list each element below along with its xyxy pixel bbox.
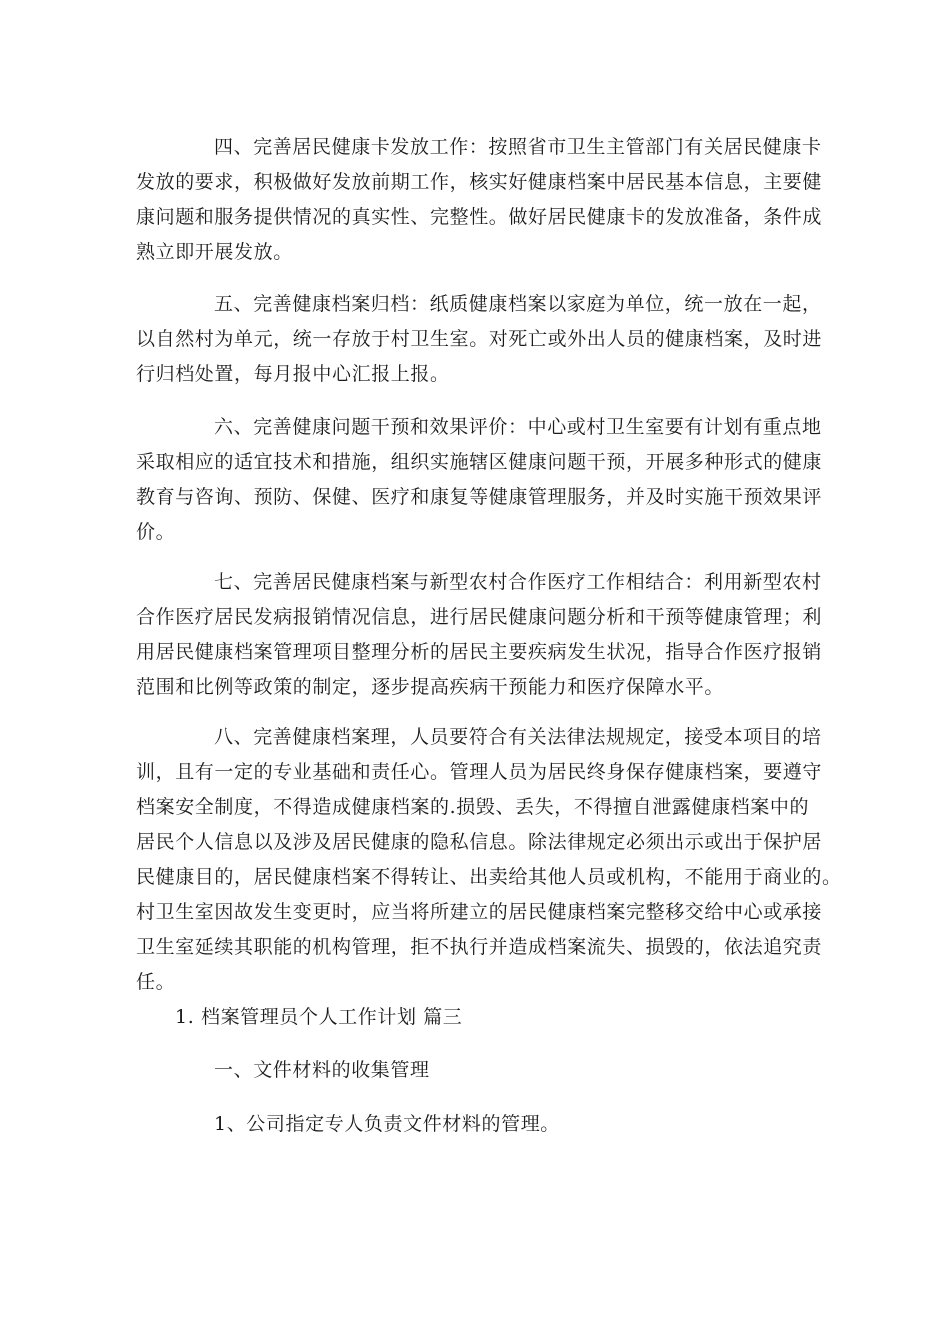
text-line: 训，且有一定的专业基础和责任心。管理人员为居民终身保存健康档案，要遵守 — [136, 761, 823, 783]
text-line: 七、完善居民健康档案与新型农村合作医疗工作相结合：利用新型农村 — [214, 571, 822, 593]
text-line: 居民个人信息以及涉及居民健康的隐私信息。除法律规定必须出示或出于保护居 — [136, 831, 823, 853]
text-line: 四、完善居民健康卡发放工作：按照省市卫生主管部门有关居民健康卡 — [214, 136, 822, 158]
text-line: 合作医疗居民发病报销情况信息，进行居民健康问题分析和干预等健康管理；利 — [136, 606, 823, 628]
text-line: 教育与咨询、预防、保健、医疗和康复等健康管理服务，并及时实施干预效果评 — [136, 486, 823, 508]
paragraph-archiving — [136, 287, 823, 392]
text-line: 价。 — [136, 521, 176, 543]
text-line: 卫生室延续其职能的机构管理，拒不执行并造成档案流失、损毁的，依法追究责 — [136, 936, 823, 958]
paragraph-rural-cooperative — [136, 565, 823, 705]
text-line: 六、完善健康问题干预和效果评价：中心或村卫生室要有计划有重点地 — [214, 416, 822, 438]
text-line: 以自然村为单元，统一存放于村卫生室。对死亡或外出人员的健康档案，及时进 — [136, 328, 823, 350]
text-line: 任。 — [136, 971, 176, 993]
text-line: 行归档处置，每月报中心汇报上报。 — [136, 363, 450, 385]
list-item: 1、公司指定专人负责文件材料的管理。 — [214, 1113, 560, 1135]
text-line: 熟立即开展发放。 — [136, 241, 293, 263]
text-line: 村卫生室因故发生变更时，应当将所建立的居民健康档案完整移交给中心或承接 — [136, 901, 823, 923]
text-line: 康问题和服务提供情况的真实性、完整性。做好居民健康卡的发放准备，条件成 — [136, 206, 823, 228]
paragraph-management — [136, 720, 842, 1000]
paragraph-intervention — [136, 410, 823, 550]
text-line: 用居民健康档案管理项目整理分析的居民主要疾病发生状况，指导合作医疗报销 — [136, 641, 823, 663]
text-line: 范围和比例等政策的制定，逐步提高疾病干预能力和医疗保障水平。 — [136, 676, 725, 698]
text-line: 采取相应的适宜技术和措施，组织实施辖区健康问题干预，开展多种形式的健康 — [136, 451, 823, 473]
subheading: 一、文件材料的收集管理 — [214, 1059, 430, 1081]
text-line: 民健康目的，居民健康档案不得转让、出卖给其他人员或机构，不能用于商业的。 — [136, 866, 842, 888]
text-line: 五、完善健康档案归档：纸质健康档案以家庭为单位，统一放在一起， — [214, 293, 822, 315]
paragraph-health-card — [136, 130, 823, 270]
section-title: 1. 档案管理员个人工作计划 篇三 — [175, 1006, 463, 1028]
text-line: 八、完善健康档案理，人员要符合有关法律法规规定，接受本项目的培 — [214, 726, 822, 748]
text-line: 档案安全制度，不得造成健康档案的.损毁、丢失，不得擅自泄露健康档案中的 — [136, 796, 810, 818]
text-line: 发放的要求，积极做好发放前期工作，核实好健康档案中居民基本信息，主要健 — [136, 171, 823, 193]
